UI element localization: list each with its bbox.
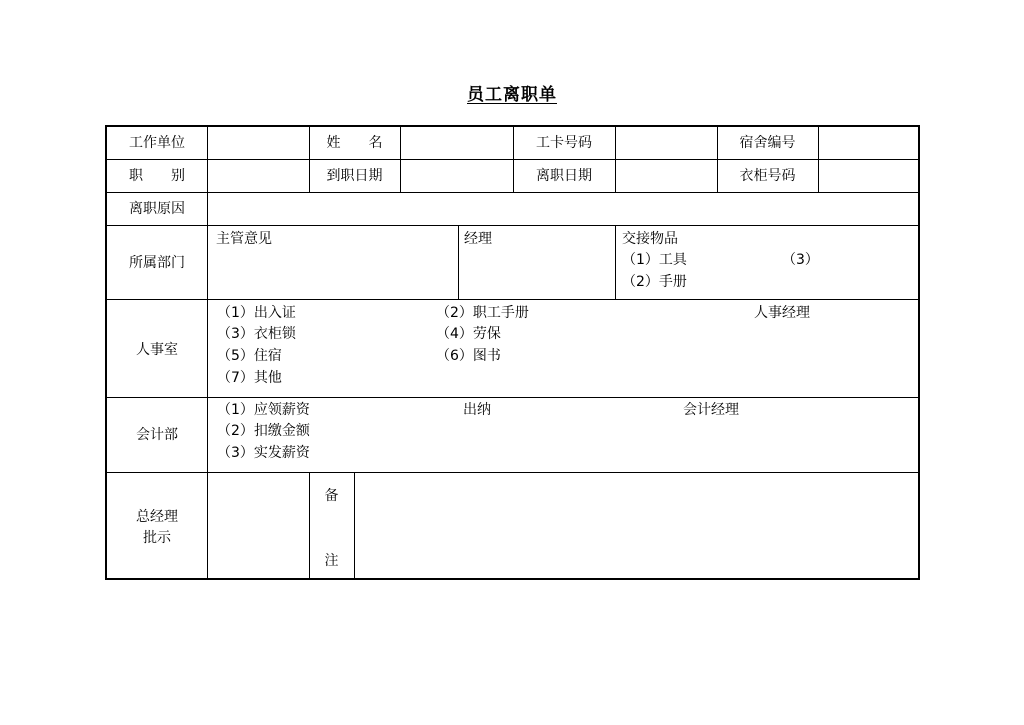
hr-label: 人事室 <box>136 342 178 358</box>
hr-item-7: （7）其他 <box>217 370 282 386</box>
dept-label: 所属部门 <box>129 255 185 271</box>
supervisor-opinion-label: 主管意见 <box>216 231 272 247</box>
remark-char-2: 注 <box>324 553 339 569</box>
row-divider-2 <box>107 192 918 193</box>
hr-item-2: （2）职工手册 <box>436 305 529 321</box>
handover-item-2: （2）手册 <box>622 274 687 290</box>
accounting-manager-label: 会计经理 <box>683 402 739 418</box>
accounting-item-2: （2）扣缴金额 <box>217 423 310 439</box>
gm-label-line1: 总经理 <box>136 509 178 525</box>
name-label: 姓 名 <box>326 135 383 151</box>
leave-date-label: 离职日期 <box>536 168 592 184</box>
hr-item-4: （4）劳保 <box>436 326 501 342</box>
resignation-form-table <box>105 125 920 580</box>
hr-manager-label: 人事经理 <box>754 305 810 321</box>
accounting-item-1: （1）应领薪资 <box>217 402 310 418</box>
col-divider-gm-2 <box>354 472 355 578</box>
row-divider-4 <box>107 299 918 300</box>
dorm-no-label: 宿舍编号 <box>739 135 796 151</box>
hr-item-3: （3）衣柜锁 <box>217 326 296 342</box>
reason-label: 离职原因 <box>129 201 185 217</box>
join-date-label: 到职日期 <box>326 168 383 184</box>
hr-item-6: （6）图书 <box>436 348 501 364</box>
form-title-text: 员工离职单 <box>467 85 557 105</box>
cashier-label: 出纳 <box>463 402 491 418</box>
handover-item-1: （1）工具 <box>622 252 687 268</box>
accounting-label: 会计部 <box>136 427 178 443</box>
locker-no-label: 衣柜号码 <box>739 168 796 184</box>
row-divider-5 <box>107 397 918 398</box>
hr-item-1: （1）出入证 <box>217 305 296 321</box>
handover-item-3: （3） <box>782 252 819 268</box>
row-divider-3 <box>107 225 918 226</box>
position-label: 职 别 <box>129 168 185 184</box>
col-divider-label <box>207 127 208 578</box>
remark-char-1: 备 <box>324 488 339 504</box>
card-no-label: 工卡号码 <box>536 135 592 151</box>
col-divider-dept-1 <box>458 225 459 299</box>
col-divider-7 <box>818 127 819 192</box>
form-title <box>0 80 1024 105</box>
gm-label-line2: 批示 <box>143 530 171 546</box>
hr-item-5: （5）住宿 <box>217 348 282 364</box>
handover-label: 交接物品 <box>622 231 678 247</box>
col-divider-5 <box>615 127 616 192</box>
col-divider-dept-2 <box>615 225 616 299</box>
work-unit-label: 工作单位 <box>129 135 185 151</box>
row-divider-6 <box>107 472 918 473</box>
dept-manager-label: 经理 <box>464 231 492 247</box>
col-divider-3 <box>400 127 401 192</box>
accounting-item-3: （3）实发薪资 <box>217 445 310 461</box>
